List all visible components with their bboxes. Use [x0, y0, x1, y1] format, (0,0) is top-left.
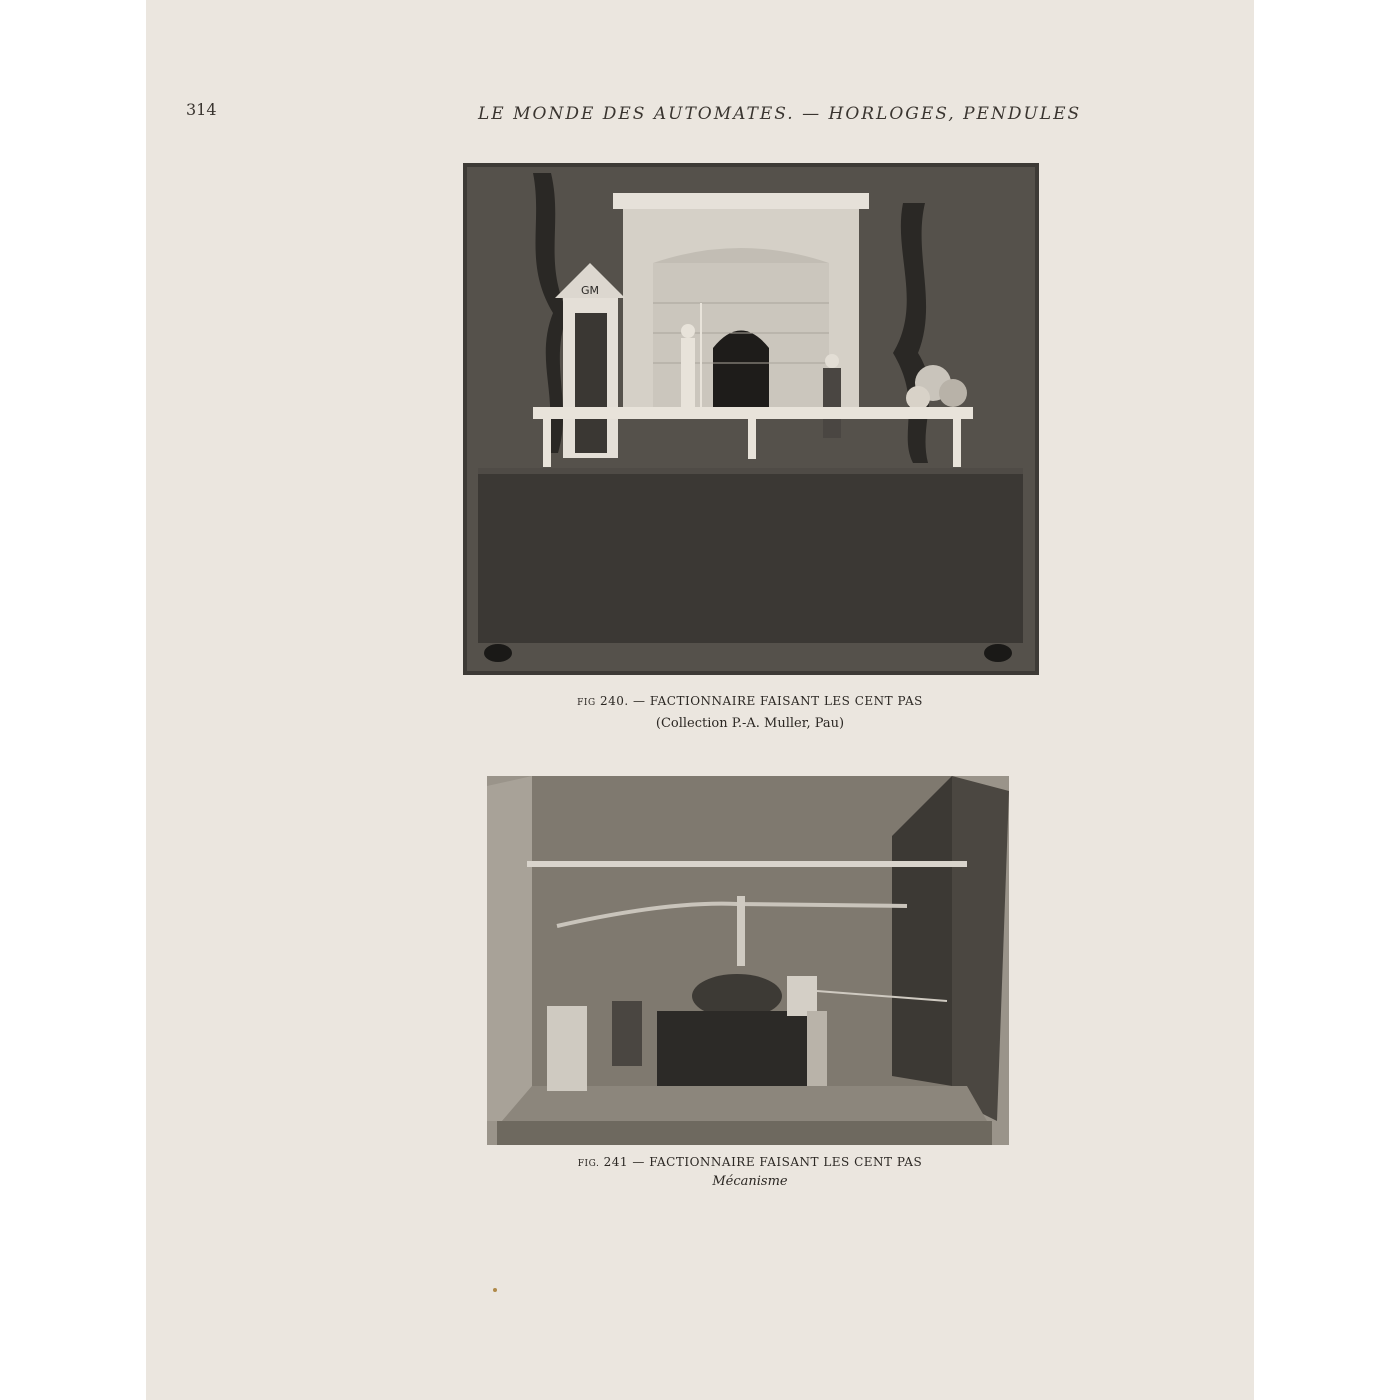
figure-241-subtitle: Mécanisme: [712, 1174, 788, 1189]
figure-241-number: 241: [603, 1155, 629, 1169]
running-title: LE MONDE DES AUTOMATES. — HORLOGES, PENDULES: [478, 104, 1082, 124]
figure-240-number: 240.: [599, 694, 629, 708]
figure-240-title: — FACTIONNAIRE FAISANT LES CENT PAS: [633, 694, 923, 708]
figure-241-title: — FACTIONNAIRE FAISANT LES CENT PAS: [632, 1155, 923, 1169]
figure-240-label: FIG: [577, 698, 596, 708]
figure-241-photo: [487, 776, 1009, 1145]
figure-240-subtitle: (Collection P.-A. Muller, Pau): [655, 716, 845, 731]
figure-241-caption: [470, 1155, 1030, 1169]
paper-speck: [493, 1288, 497, 1292]
sentry-box-letters: GM: [580, 284, 600, 297]
page-number: 314: [186, 100, 217, 119]
figure-240-caption: [470, 694, 1030, 708]
figure-240-photo: [463, 163, 1039, 675]
figure-241-label: FIG.: [577, 1159, 600, 1169]
